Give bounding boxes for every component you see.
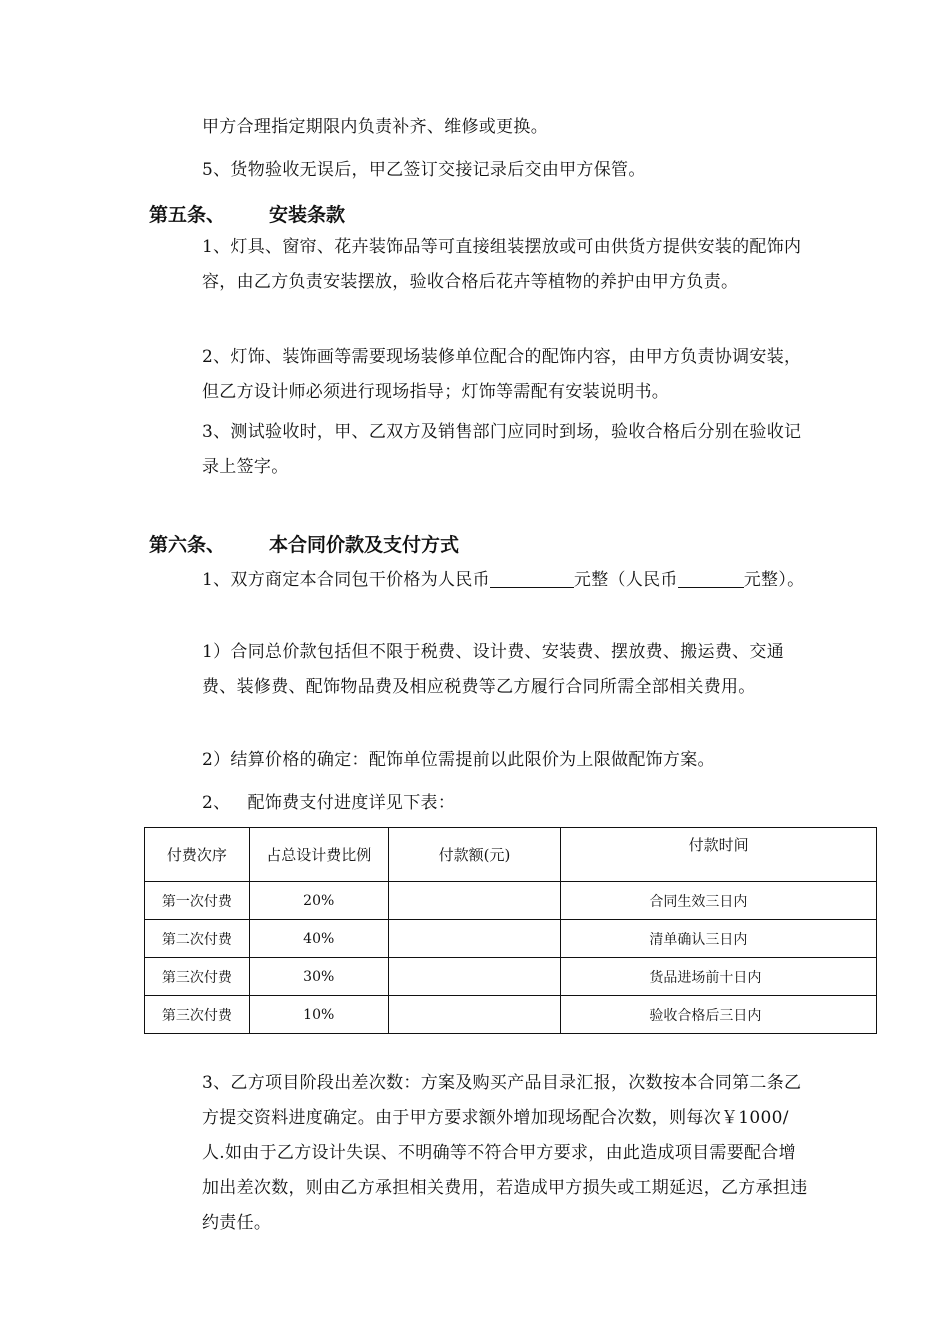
paragraph-price-settlement: 2）结算价格的确定：配饰单位需提前以此限价为上限做配饰方案。: [202, 750, 715, 770]
paragraph-install-1: 1、灯具、窗帘、花卉装饰品等可直接组装摆放或可由供货方提供安装的配饰内容，由乙方负责安装摆放，验收合格后花卉等植物的养护由甲方负责。: [202, 237, 802, 292]
paragraph-install-2: 2、灯饰、装饰画等需要现场装修单位配合的配饰内容，由甲方负责协调安装，但乙方设计师必须进行现场指导；灯饰等需配有安装说明书。: [202, 347, 802, 402]
table-row: [145, 996, 877, 1034]
cell-time: 货品进场前十日内: [561, 958, 877, 996]
price-text-c: 元整）。: [743, 570, 805, 590]
price-blank-1: [490, 567, 574, 588]
article-5-title: 安装条款: [269, 204, 346, 226]
cell-ratio: 20%: [249, 882, 388, 920]
cell-order: 第三次付费: [145, 996, 250, 1034]
article-6-number: 第六条、: [149, 534, 226, 556]
price-text-b: 元整（人民币: [573, 570, 678, 590]
article-6-title: 本合同价款及支付方式: [269, 534, 460, 556]
paragraph-install-3: 3、测试验收时，甲、乙双方及销售部门应同时到场，验收合格后分别在验收记录上签字。: [202, 422, 802, 477]
paragraph-travel: 3、乙方项目阶段出差次数：方案及购买产品目录汇报，次数按本合同第二条乙方提交资料进度确定。由于甲方要求额外增加现场配合次数，则每次￥1000/人.如由于乙方设计失误、不明确等不符合甲方要求，由此造成项目需要配合增加出差次数，则由乙方承担相关费用，若造成甲方损失或工期延迟，乙方承担违约责任。: [202, 1073, 808, 1233]
cell-order: 第三次付费: [145, 958, 250, 996]
payment-schedule-table: [144, 827, 877, 1034]
cell-amount: [388, 882, 561, 920]
paragraph-price-1: [202, 563, 808, 598]
paragraph-handover: 5、货物验收无误后，甲乙签订交接记录后交由甲方保管。: [202, 160, 646, 180]
header-ratio: 占总设计费比例: [249, 828, 388, 882]
table-row: [145, 920, 877, 958]
cell-order: 第二次付费: [145, 920, 250, 958]
cell-time: 清单确认三日内: [561, 920, 877, 958]
cell-ratio: 40%: [249, 920, 388, 958]
paragraph-replace: 甲方合理指定期限内负责补齐、维修或更换。: [202, 117, 548, 137]
cell-amount: [388, 920, 561, 958]
header-time: 付款时间: [561, 828, 877, 882]
heading-article-5: [149, 202, 346, 228]
cell-order: 第一次付费: [145, 882, 250, 920]
cell-ratio: 30%: [249, 958, 388, 996]
price-blank-2: [678, 567, 744, 588]
cell-time: 合同生效三日内: [561, 882, 877, 920]
cell-time: 验收合格后三日内: [561, 996, 877, 1034]
cell-amount: [388, 996, 561, 1034]
paragraph-price-scope: 1）合同总价款包括但不限于税费、设计费、安装费、摆放费、搬运费、交通费、装修费、配饰物品费及相应税费等乙方履行合同所需全部相关费用。: [202, 642, 785, 697]
cell-amount: [388, 958, 561, 996]
table-header-row: [145, 828, 877, 882]
price-text-a: 1、双方商定本合同包干价格为人民币: [202, 570, 490, 590]
table-row: [145, 882, 877, 920]
heading-article-6: [149, 532, 460, 558]
paragraph-schedule-intro: 2、 配饰费支付进度详见下表：: [202, 793, 456, 813]
header-amount: 付款额(元): [388, 828, 561, 882]
table-row: [145, 958, 877, 996]
header-order: 付费次序: [145, 828, 250, 882]
article-5-number: 第五条、: [149, 204, 226, 226]
cell-ratio: 10%: [249, 996, 388, 1034]
